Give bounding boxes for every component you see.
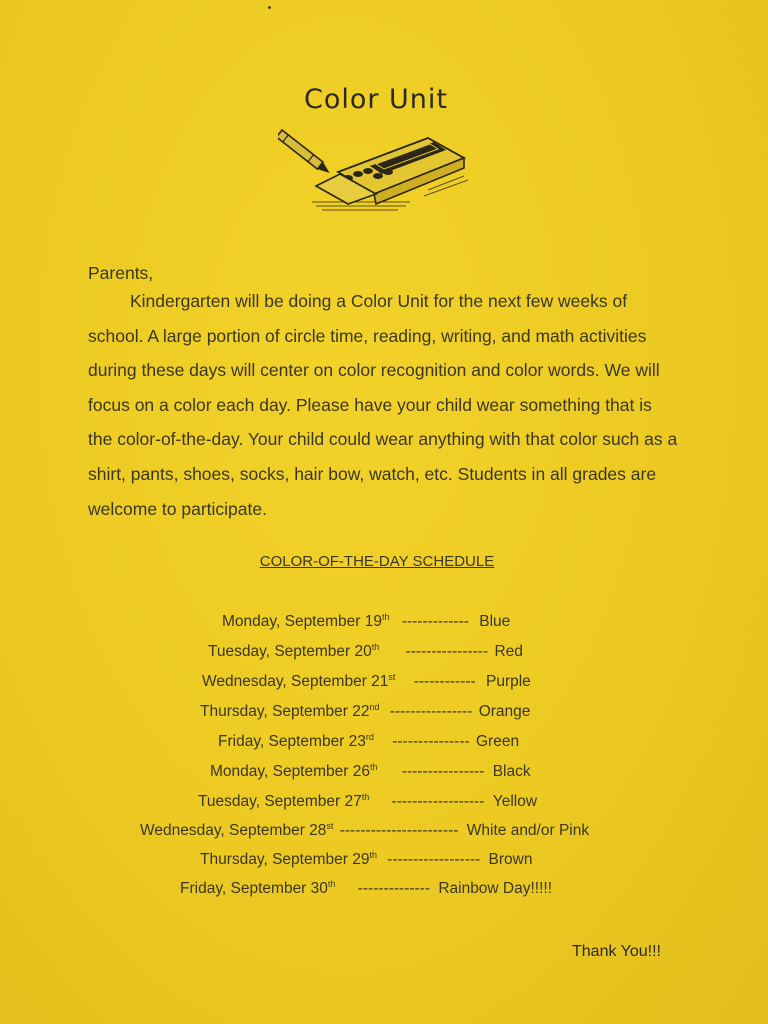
schedule-row-10 <box>180 879 552 903</box>
schedule-row-1 <box>222 612 510 636</box>
parent-letter <box>88 262 678 526</box>
crayon-icon <box>278 130 332 176</box>
schedule-date: Monday, September 19th <box>222 612 390 630</box>
schedule-dashes: ----------------------- <box>339 822 459 839</box>
schedule-color: Purple <box>486 673 531 690</box>
schedule-date: Thursday, September 22nd <box>200 702 380 720</box>
schedule-color: Red <box>494 643 523 660</box>
letter-body: Kindergarten will be doing a Color Unit for the next few weeks of school. A large portion of circle time, reading, writing, and math activities during these days will center on color recognition and color words. We will focus on a color each day. Please have your child wear something that is the color-of-the-day. Your child could wear anything with that color such as a shirt, pants, shoes, socks, hair bow, watch, etc. Students in all grades are welcome to participate. <box>88 291 678 519</box>
schedule-color: Yellow <box>492 793 538 810</box>
schedule-dashes: ------------------ <box>391 793 485 810</box>
schedule-date: Monday, September 26th <box>210 762 378 780</box>
schedule-color: Orange <box>478 703 531 720</box>
schedule-row-3 <box>202 672 531 696</box>
schedule-date: Friday, September 30th <box>180 879 336 897</box>
page-title: Color Unit <box>303 84 449 115</box>
schedule-row-5 <box>218 732 519 756</box>
schedule-color: Black <box>492 763 531 780</box>
schedule-date: Tuesday, September 20th <box>208 642 380 660</box>
schedule-date: Friday, September 23rd <box>218 732 374 750</box>
schedule-color: Green <box>475 733 520 750</box>
schedule-heading: COLOR-OF-THE-DAY SCHEDULE <box>259 553 495 570</box>
schedule-dashes: ---------------- <box>405 643 489 660</box>
paper-speck <box>268 6 271 9</box>
closing-thanks: Thank You!!! <box>572 943 661 960</box>
schedule-dashes: --------------- <box>392 733 470 750</box>
schedule-row-7 <box>198 792 537 816</box>
schedule-row-2 <box>208 642 523 666</box>
schedule-dashes: ------------ <box>413 673 476 690</box>
schedule-dashes: ---------------- <box>389 703 473 720</box>
schedule-color: Rainbow Day!!!!! <box>438 880 553 897</box>
schedule-color: White and/or Pink <box>466 822 590 839</box>
schedule-color: Brown <box>488 851 533 868</box>
schedule-date: Thursday, September 29th <box>200 850 377 868</box>
crayon-box-icon <box>278 124 474 216</box>
schedule-dashes: ------------- <box>401 613 469 630</box>
schedule-date: Wednesday, September 28st <box>140 821 334 839</box>
schedule-dashes: ---------------- <box>401 763 485 780</box>
schedule-row-8 <box>140 821 589 845</box>
schedule-dashes: ------------------ <box>387 851 481 868</box>
letter-salutation: Parents, <box>88 263 154 283</box>
schedule-row-6 <box>210 762 531 786</box>
schedule-date: Wednesday, September 21st <box>202 672 396 690</box>
schedule-dashes: -------------- <box>357 880 430 897</box>
schedule-row-9 <box>200 850 532 874</box>
schedule-row-4 <box>200 702 530 726</box>
schedule-color: Blue <box>479 613 511 630</box>
schedule-date: Tuesday, September 27th <box>198 792 370 810</box>
